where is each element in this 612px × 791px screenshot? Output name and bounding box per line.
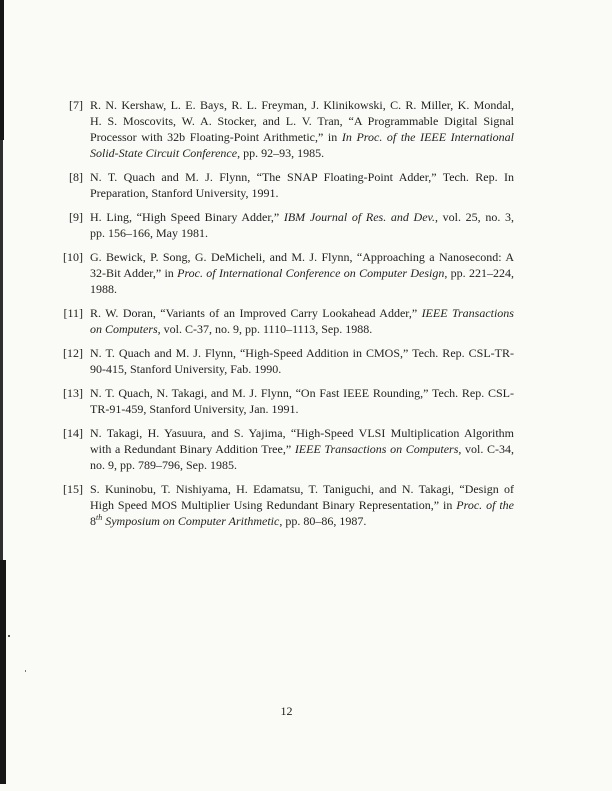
reference-text-segment: IEEE Transactions on Computers bbox=[294, 442, 459, 456]
reference-body bbox=[90, 425, 514, 473]
reference-item bbox=[59, 345, 514, 377]
reference-text-segment: Proc. of International Conference on Computer Design bbox=[177, 266, 445, 280]
reference-body bbox=[90, 345, 514, 377]
reference-list bbox=[59, 97, 514, 537]
reference-line bbox=[90, 249, 514, 265]
reference-body bbox=[90, 249, 514, 297]
reference-line bbox=[90, 185, 514, 201]
reference-text-segment: R. W. Doran, “Variants of an Improved Carry Lookahead Adder,” bbox=[90, 306, 422, 320]
reference-text-segment: N. T. Quach and M. J. Flynn, “The SNAP Floating-Point Adder,” Tech. Rep. In bbox=[90, 170, 514, 184]
scan-speckle bbox=[25, 670, 26, 672]
reference-text-segment: G. Bewick, P. Song, G. DeMicheli, and M. J. Flynn, “Approaching a Nanosecond: A bbox=[90, 250, 514, 264]
reference-text-segment: IEEE Transactions bbox=[421, 306, 514, 320]
reference-text-segment: IBM Journal of Res. and Dev. bbox=[283, 210, 435, 224]
reference-item bbox=[59, 97, 514, 161]
reference-line bbox=[90, 385, 514, 401]
reference-text-segment: Processor with 32b Floating-Point Arithmetic,” in bbox=[90, 130, 342, 144]
reference-text-segment: 8 bbox=[90, 514, 96, 528]
reference-text-segment: H. Ling, “High Speed Binary Adder,” bbox=[90, 210, 284, 224]
scan-speckle bbox=[8, 635, 10, 637]
reference-line bbox=[90, 129, 514, 145]
reference-text-segment: Symposium on Computer Arithmetic bbox=[102, 514, 280, 528]
reference-line bbox=[90, 305, 514, 321]
reference-text-segment: , vol. C-34, bbox=[458, 442, 515, 456]
reference-text-segment: on Computers bbox=[90, 322, 158, 336]
reference-text-segment: 1988. bbox=[90, 282, 117, 296]
reference-text-segment: th bbox=[96, 513, 103, 522]
reference-body bbox=[90, 209, 514, 241]
scan-artifact-left-edge-bottom bbox=[0, 560, 6, 784]
reference-line bbox=[90, 513, 514, 529]
reference-body bbox=[90, 481, 514, 529]
reference-line bbox=[90, 225, 514, 241]
reference-item bbox=[59, 385, 514, 417]
reference-text-segment: H. S. Moscovits, W. A. Stocker, and L. V. Tran, “A Programmable Digital Signal bbox=[90, 114, 514, 128]
reference-label: [10] bbox=[63, 250, 83, 264]
reference-body bbox=[90, 385, 514, 417]
reference-text-segment: , pp. 92–93, 1985. bbox=[237, 146, 325, 160]
reference-label: [7] bbox=[69, 98, 83, 112]
reference-text-segment: , vol. 25, no. 3, bbox=[434, 210, 514, 224]
reference-text-segment: S. Kuninobu, T. Nishiyama, H. Edamatsu, T. Taniguchi, and N. Takagi, “Design of bbox=[90, 482, 514, 496]
reference-line bbox=[90, 321, 514, 337]
reference-line bbox=[90, 425, 514, 441]
reference-text-segment: R. N. Kershaw, L. E. Bays, R. L. Freyman, J. Klinikowski, C. R. Miller, K. Mondal, bbox=[90, 98, 514, 112]
reference-line bbox=[90, 361, 514, 377]
reference-item bbox=[59, 425, 514, 473]
reference-text-segment: Proc. of the bbox=[456, 498, 514, 512]
reference-line bbox=[90, 265, 514, 281]
reference-body bbox=[90, 305, 514, 337]
page-number: 12 bbox=[280, 704, 293, 718]
reference-text-segment: , vol. C-37, no. 9, pp. 1110–1113, Sep. 1988. bbox=[157, 322, 373, 336]
reference-line bbox=[90, 145, 514, 161]
reference-text-segment: 32-Bit Adder,” in bbox=[90, 266, 178, 280]
reference-text-segment: , pp. 221–224, bbox=[444, 266, 514, 280]
reference-text-segment: , pp. 80–86, 1987. bbox=[279, 514, 367, 528]
reference-line bbox=[90, 169, 514, 185]
reference-text-segment: In Proc. of the IEEE International bbox=[341, 130, 514, 144]
reference-text-segment: 90-415, Stanford University, Fab. 1990. bbox=[90, 362, 282, 376]
reference-line bbox=[90, 345, 514, 361]
reference-text-segment: N. Takagi, H. Yasuura, and S. Yajima, “High-Speed VLSI Multiplication Algorithm bbox=[90, 426, 514, 440]
reference-line bbox=[90, 113, 514, 129]
reference-text-segment: N. T. Quach and M. J. Flynn, “High-Speed Addition in CMOS,” Tech. Rep. CSL-TR- bbox=[90, 346, 514, 360]
reference-label: [14] bbox=[63, 426, 83, 440]
reference-text-segment: Preparation, Stanford University, 1991. bbox=[90, 186, 279, 200]
reference-line bbox=[90, 401, 514, 417]
reference-label: [12] bbox=[63, 346, 83, 360]
reference-label: [8] bbox=[69, 170, 83, 184]
reference-text-segment: N. T. Quach, N. Takagi, and M. J. Flynn, “On Fast IEEE Rounding,” Tech. Rep. CSL- bbox=[90, 386, 514, 400]
reference-label: [11] bbox=[63, 306, 83, 320]
reference-item bbox=[59, 481, 514, 529]
reference-line bbox=[90, 497, 514, 513]
reference-item bbox=[59, 169, 514, 201]
reference-label: [13] bbox=[63, 386, 83, 400]
reference-text-segment: with a Redundant Binary Addition Tree,” bbox=[90, 442, 295, 456]
reference-body bbox=[90, 169, 514, 201]
reference-item bbox=[59, 209, 514, 241]
reference-text-segment: Solid-State Circuit Conference bbox=[90, 146, 238, 160]
reference-line bbox=[90, 281, 514, 297]
reference-line bbox=[90, 97, 514, 113]
reference-text-segment: pp. 156–166, May 1981. bbox=[90, 226, 208, 240]
reference-item bbox=[59, 249, 514, 297]
reference-line bbox=[90, 457, 514, 473]
reference-line bbox=[90, 441, 514, 457]
reference-item bbox=[59, 305, 514, 337]
reference-text-segment: High Speed MOS Multiplier Using Redundant Binary Representation,” in bbox=[90, 498, 457, 512]
scan-artifact-left-edge-top bbox=[0, 0, 4, 140]
reference-label: [15] bbox=[63, 482, 83, 496]
reference-body bbox=[90, 97, 514, 161]
reference-line bbox=[90, 481, 514, 497]
reference-text-segment: no. 9, pp. 789–796, Sep. 1985. bbox=[90, 458, 237, 472]
reference-line bbox=[90, 209, 514, 225]
reference-label: [9] bbox=[69, 210, 83, 224]
reference-text-segment: TR-91-459, Stanford University, Jan. 1991. bbox=[90, 402, 299, 416]
